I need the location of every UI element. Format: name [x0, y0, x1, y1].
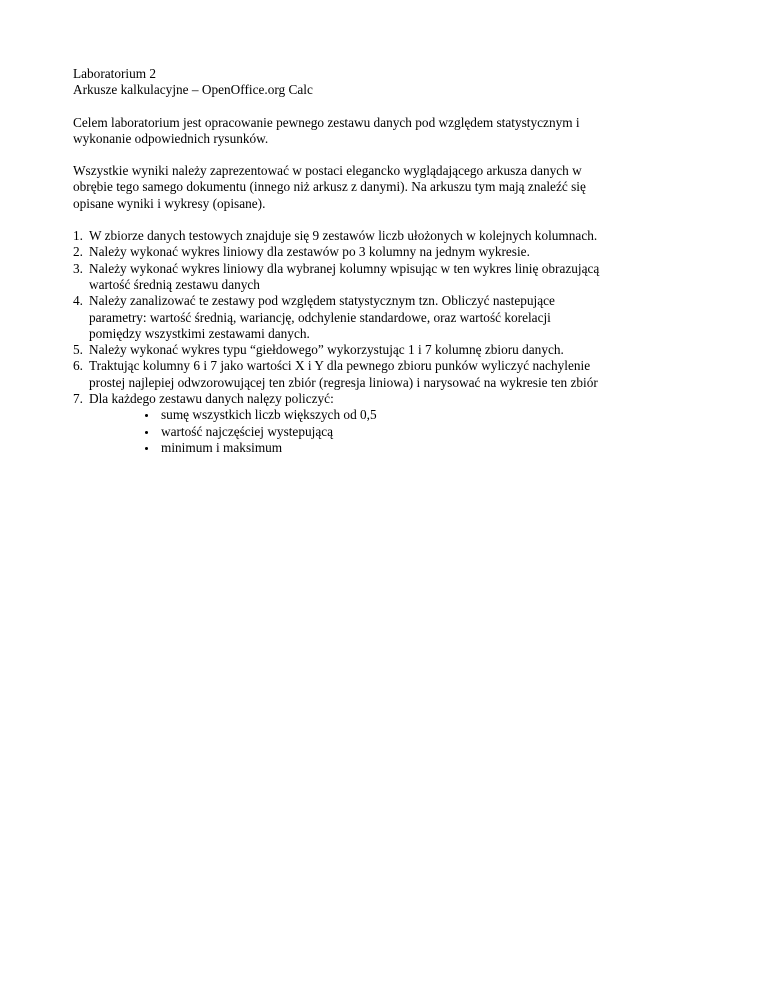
subitem — [145, 440, 713, 456]
task-item-6 — [73, 358, 713, 391]
subitem-text: sumę wszystkich liczb większych od 0,5 — [161, 407, 377, 423]
subitem-text: minimum i maksimum — [161, 439, 283, 455]
spacer — [73, 99, 713, 115]
task-text: Dla każdego zestawu danych nalęzy policzyć: — [89, 391, 334, 407]
task-number: 4. — [73, 293, 83, 309]
task-number: 6. — [73, 358, 83, 374]
requirements-line-1: Wszystkie wyniki należy zaprezentować w postaci elegancko wyglądającego arkusza danych w — [73, 163, 582, 179]
task-number: 5. — [73, 342, 83, 358]
task-number: 7. — [73, 391, 83, 407]
intro-line-1: Celem laboratorium jest opracowanie pewnego zestawu danych pod względem statystycznym i — [73, 114, 580, 130]
requirements-line-3: opisane wyniki i wykresy (opisane). — [73, 195, 266, 211]
task-item-7 — [73, 391, 713, 407]
subitem — [145, 407, 713, 423]
task-text: parametry: wartość średnią, wariancję, odchylenie standardowe, oraz wartość korelacji — [89, 309, 551, 325]
task-text: wartość średnią zestawu danych — [89, 276, 260, 292]
subitem — [145, 424, 713, 440]
task-number: 1. — [73, 228, 83, 244]
task-text: Należy wykonać wykres liniowy dla zestawów po 3 kolumny na jednym wykresie. — [89, 244, 530, 260]
task-text: Traktując kolumny 6 i 7 jako wartości X i Y dla pewnego zbioru punków wyliczyć nachylenie — [89, 358, 591, 374]
task-list — [73, 228, 713, 407]
document-subtitle: Arkusze kalkulacyjne – OpenOffice.org Calc — [73, 82, 313, 98]
requirements-line-2: obrębie tego samego dokumentu (innego niż arkusz z danymi). Na arkuszu tym mają znaleźć się — [73, 179, 586, 195]
task-item-3 — [73, 261, 713, 294]
task-text: Należy wykonać wykres typu “giełdowego” wykorzystując 1 i 7 kolumnę zbioru danych. — [89, 342, 564, 358]
task-item-1 — [73, 228, 713, 244]
spacer — [73, 212, 713, 228]
task-text: W zbiorze danych testowych znajduje się 9 zestawów liczb ułożonych w kolejnych kolumnach. — [89, 228, 598, 244]
task-item-5 — [73, 342, 713, 358]
intro-line-2: wykonanie odpowiednich rysunków. — [73, 130, 269, 146]
subitem-text: wartość najczęściej wystepującą — [161, 423, 334, 439]
task-number: 3. — [73, 260, 83, 276]
document-title: Laboratorium 2 — [73, 66, 157, 81]
task-text: pomiędzy wszystkimi zestawami danych. — [89, 325, 310, 341]
task-text: Należy wykonać wykres liniowy dla wybranej kolumny wpisując w ten wykres linię obrazującą — [89, 260, 600, 276]
bullet-icon — [145, 447, 148, 450]
spacer — [73, 147, 713, 163]
bullet-icon — [145, 431, 148, 434]
task-item-2 — [73, 244, 713, 260]
subitem-list — [73, 407, 713, 456]
task-text: Należy zanalizować te zestawy pod względem statystycznym tzn. Obliczyć nastepujące — [89, 293, 555, 309]
bullet-icon — [145, 414, 148, 417]
document-page — [73, 66, 713, 456]
task-number: 2. — [73, 244, 83, 260]
task-item-4 — [73, 293, 713, 342]
task-text: prostej najlepiej odwzorowującej ten zbiór (regresja liniowa) i narysować na wykresie ten zbiór — [89, 374, 598, 390]
